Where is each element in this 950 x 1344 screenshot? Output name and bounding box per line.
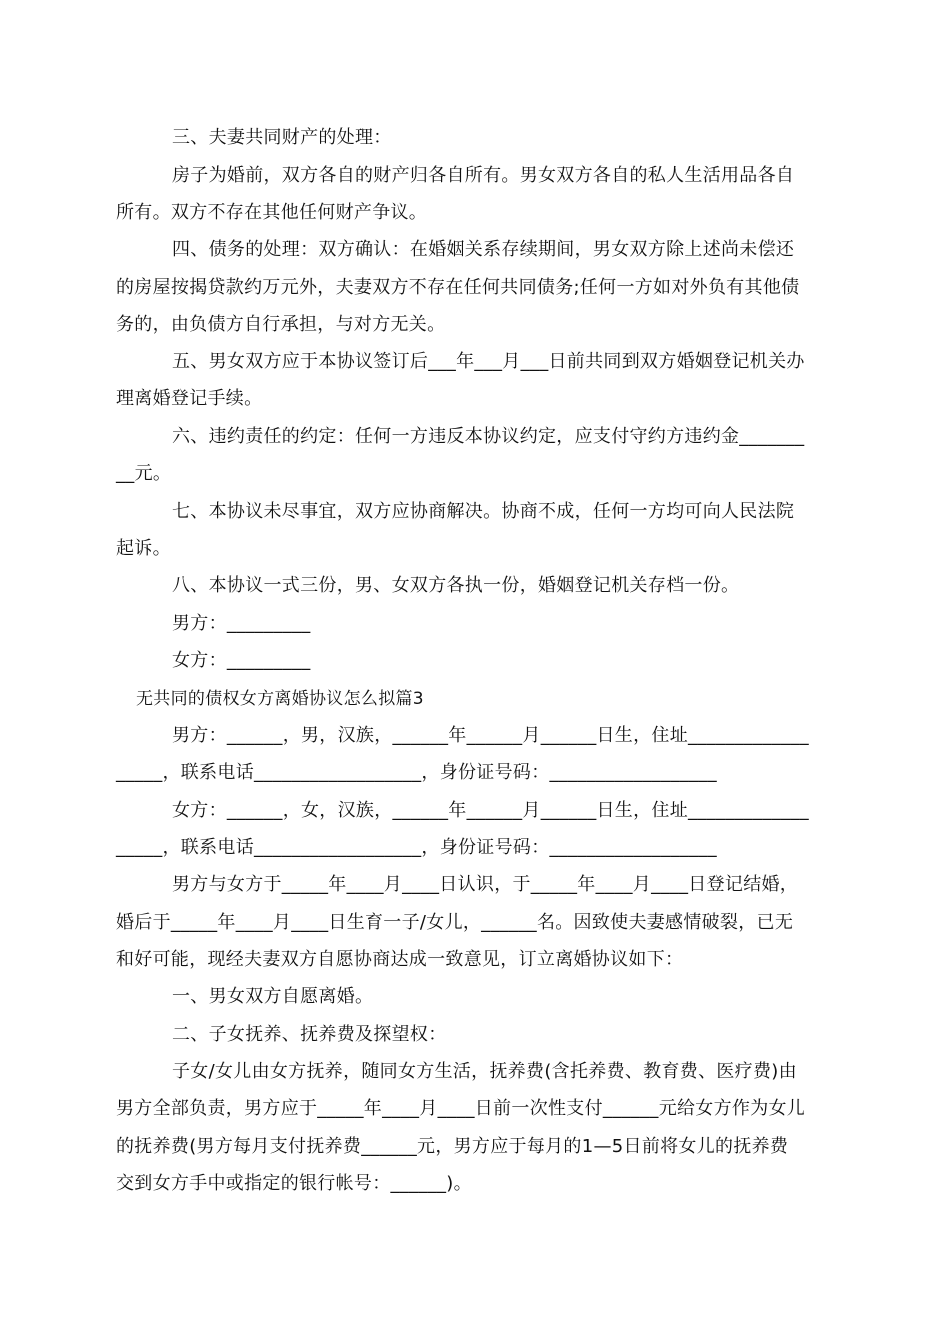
paragraph-line: 务的，由负债方自行承担，与对方无关。 (116, 314, 446, 335)
male-signature-line: 男方：_________ (172, 613, 311, 634)
female-info-line: 女方：______，女，汉族，______年______月______日生，住址_____________ (172, 800, 809, 821)
paragraph-line: 男方全部负责，男方应于_____年____月____日前一次性支付______元给女方作为女儿 (116, 1098, 806, 1119)
paragraph-line: __元。 (116, 463, 172, 484)
section-4-paragraph: 四、债务的处理：双方确认：在婚姻关系存续期间，男女双方除上述尚未偿还 (172, 239, 795, 260)
paragraph-line: 交到女方手中或指定的银行帐号：______)。 (116, 1173, 472, 1194)
section-3-heading: 三、夫妻共同财产的处理： (172, 127, 392, 148)
female-signature-line: 女方：_________ (172, 650, 311, 671)
section-5-paragraph: 五、男女双方应于本协议签订后___年___月___日前共同到双方婚姻登记机关办 (172, 351, 805, 372)
paragraph-line: 和好可能，现经夫妻双方自愿协商达成一致意见，订立离婚协议如下： (116, 949, 684, 970)
child-support-paragraph: 子女/女儿由女方抚养，随同女方生活，抚养费(含托养费、教育费、医疗费)由 (172, 1061, 797, 1082)
paragraph-line: _____，联系电话__________________，身份证号码：__________________ (116, 762, 717, 783)
clause-1-heading: 一、男女双方自愿离婚。 (172, 986, 374, 1007)
section-7-paragraph: 七、本协议未尽事宜，双方应协商解决。协商不成，任何一方均可向人民法院 (172, 501, 795, 522)
paragraph-line: 所有。双方不存在其他任何财产争议。 (116, 202, 428, 223)
paragraph-line: 理离婚登记手续。 (116, 388, 263, 409)
paragraph-line: 的房屋按揭贷款约万元外，夫妻双方不存在任何共同债务;任何一方如对外负有其他债 (116, 277, 800, 298)
paragraph-line: _____，联系电话__________________，身份证号码：__________________ (116, 837, 717, 858)
male-info-line: 男方：______，男，汉族，______年______月______日生，住址_____________ (172, 725, 809, 746)
paragraph-line: 婚后于_____年____月____日生育一子/女儿，______名。因致使夫妻感情破裂，已无 (116, 912, 794, 933)
paragraph-line: 起诉。 (116, 538, 171, 559)
section-6-paragraph: 六、违约责任的约定：任何一方违反本协议约定，应支付守约方违约金_______ (172, 426, 805, 447)
paragraph-line: 的抚养费(男方每月支付抚养费______元，男方应于每月的1—5日前将女儿的抚养费 (116, 1136, 789, 1157)
section-8-paragraph: 八、本协议一式三份，男、女双方各执一份，婚姻登记机关存档一份。 (172, 575, 740, 596)
marriage-info-paragraph: 男方与女方于_____年____月____日认识，于_____年____月____日登记结婚， (172, 874, 799, 895)
clause-2-heading: 二、子女抚养、抚养费及探望权： (172, 1024, 447, 1045)
article-heading: 无共同的债权女方离婚协议怎么拟篇3 (136, 689, 424, 709)
paragraph-line: 房子为婚前，双方各自的财产归各自所有。男女双方各自的私人生活用品各自 (172, 165, 795, 186)
